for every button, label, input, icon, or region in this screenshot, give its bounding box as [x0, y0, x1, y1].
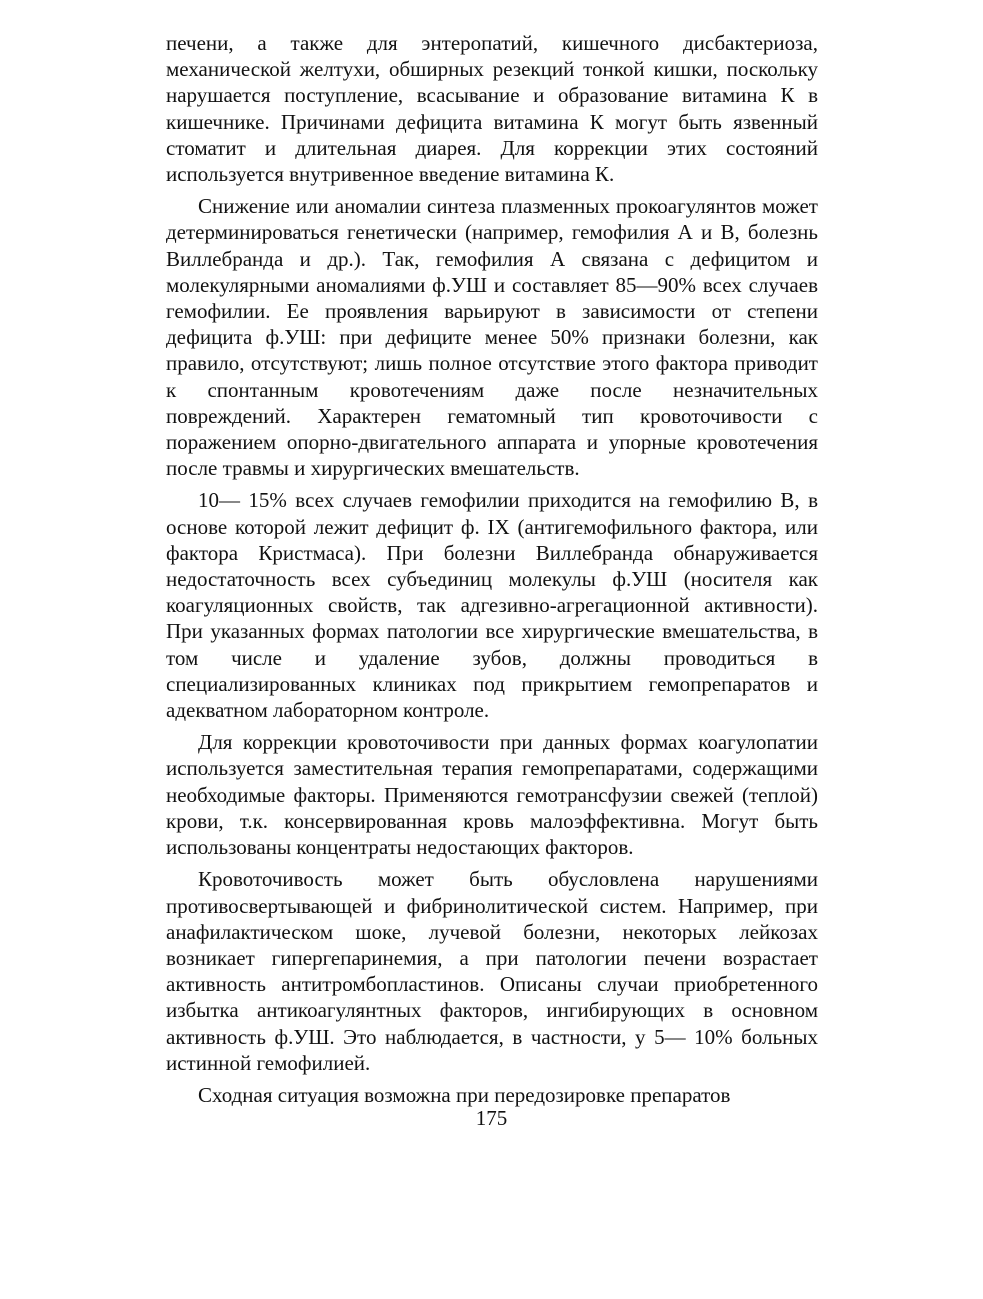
paragraph-1: печени, а также для энтеропатий, кишечного дисбактериоза, механической желтухи, обширных резекций тонкой кишки, поскольку нарушается поступление, всасывание и образование витамина К в кишечнике. Причинами дефицита витамина К могут быть язвенный стоматит и длительная диарея. Для коррекции этих состояний используется внутривенное введение витамина К. — [166, 31, 818, 187]
paragraph-4: Для коррекции кровоточивости при данных формах коагулопатии используется заместительная терапия гемопрепаратами, содержащими необходимые факторы. Применяются гемотрансфузии свежей (теплой) крови, т.к. консервированная кровь малоэффективна. Могут быть использованы концентраты недостающих факторов. — [166, 730, 818, 860]
paragraph-3: 10— 15% всех случаев гемофилии приходится на гемофилию В, в основе которой лежит дефицит ф. IX (антигемофильного фактора, или фактора Кристмаса). При болезни Виллебранда обнаруживается недостаточность всех субъединиц молекулы ф.УШ (носителя как коагуляционных свойств, так адгезивно-агрегационной активности). При указанных формах патологии все хирургические вмешательства, в том числе и удаление зубов, должны проводиться в специализированных клиниках под прикрытием гемопрепаратов и адекватном лабораторном контроле. — [166, 488, 818, 723]
paragraph-2: Снижение или аномалии синтеза плазменных прокоагулянтов может детерминироваться генетически (например, гемофилия А и В, болезнь Виллебранда и др.). Так, гемофилия А связана с дефицитом и молекулярными аномалиями ф.УШ и составляет 85—90% всех случаев гемофилии. Ее проявления варьируют в зависимости от степени дефицита ф.УШ: при дефиците менее 50% признаки болезни, как правило, отсутствуют; лишь полное отсутствие этого фактора приводит к спонтанным кровотечениям даже после незначительных повреждений. Характерен гематомный тип кровоточивости с поражением опорно-двигательного аппарата и упорные кровотечения после травмы и хирургических вмешательств. — [166, 194, 818, 481]
page-number: 175 — [475, 1106, 508, 1130]
paragraph-5: Кровоточивость может быть обусловлена нарушениями противосвертывающей и фибринолитической систем. Например, при анафилактическом шоке, лучевой болезни, некоторых лейкозах возникает гипергепаринемия, а при патологии печени возрастает активность антитромбопластинов. Описаны случаи приобретенного избытка антикоагулянтных факторов, ингибирующих в основном активность ф.УШ. Это наблюдается, в частности, у 5— 10% больных истинной гемофилией. — [166, 867, 818, 1075]
page-body — [166, 30, 818, 1114]
paragraph-6: Сходная ситуация возможна при передозировке препаратов — [198, 1082, 731, 1107]
